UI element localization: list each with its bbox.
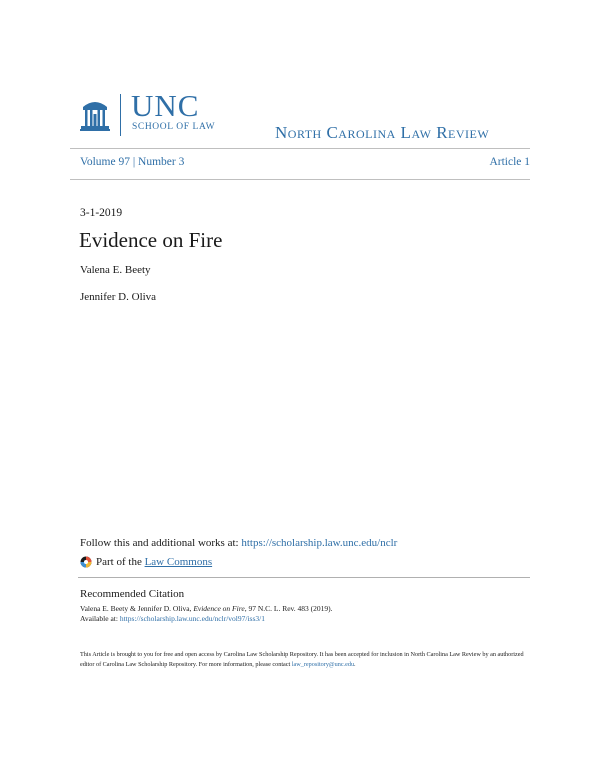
journal-name: North Carolina Law Review <box>275 123 490 142</box>
header-rule-top <box>70 148 530 149</box>
author-name[interactable]: Jennifer D. Oliva <box>80 291 157 303</box>
article-title: Evidence on Fire <box>79 228 223 252</box>
logo-wordmark: UNC <box>131 88 200 123</box>
logo-divider <box>120 94 121 136</box>
citation-block <box>80 604 333 624</box>
citation-title: Evidence on Fire <box>193 604 245 613</box>
available-label: Available at: <box>80 614 120 624</box>
part-of-text: Part of the <box>96 555 142 568</box>
issue-line <box>80 157 184 169</box>
follow-line <box>80 538 397 549</box>
article-number-link[interactable]: Article 1 <box>489 156 530 168</box>
repository-notice <box>80 650 528 669</box>
number-link[interactable]: Number 3 <box>138 156 185 168</box>
notice-end: . <box>354 660 356 668</box>
header-rule-bottom <box>70 179 530 180</box>
citation-url-link[interactable]: https://scholarship.law.unc.edu/nclr/vol97/iss3/1 <box>119 614 265 624</box>
citation-rest: , 97 N.C. L. Rev. 483 (2019). <box>244 604 333 613</box>
commons-network-icon <box>80 556 92 568</box>
follow-url-link[interactable]: https://scholarship.law.unc.edu/nclr <box>241 537 398 549</box>
author-name[interactable]: Valena E. Beety <box>80 264 151 276</box>
law-commons-link[interactable]: Law Commons <box>144 555 213 568</box>
issue-separator: | <box>132 156 136 168</box>
logo-subtitle: SCHOOL OF LAW <box>132 122 216 132</box>
repository-email-link[interactable]: law_repository@unc.edu <box>291 660 355 668</box>
citation-availability <box>80 614 333 624</box>
volume-link[interactable]: Volume 97 <box>80 156 130 168</box>
citation-rule <box>78 577 530 578</box>
citation-authors: Valena E. Beety & Jennifer D. Oliva, <box>80 604 194 613</box>
old-well-logo-icon <box>80 95 110 133</box>
recommended-citation-heading: Recommended Citation <box>80 588 185 600</box>
publication-date: 3-1-2019 <box>80 207 123 219</box>
follow-text: Follow this and additional works at: <box>80 537 242 549</box>
notice-text: This Article is brought to you for free and open access by Carolina Law Scholarship Repository. It has been accepted for inclusion in North Carolina Law Review by an authorized editor of Carolina Law Scholarship Repository. For more information, please contact <box>80 651 524 668</box>
citation-text <box>80 604 333 614</box>
part-of-line <box>80 556 212 568</box>
